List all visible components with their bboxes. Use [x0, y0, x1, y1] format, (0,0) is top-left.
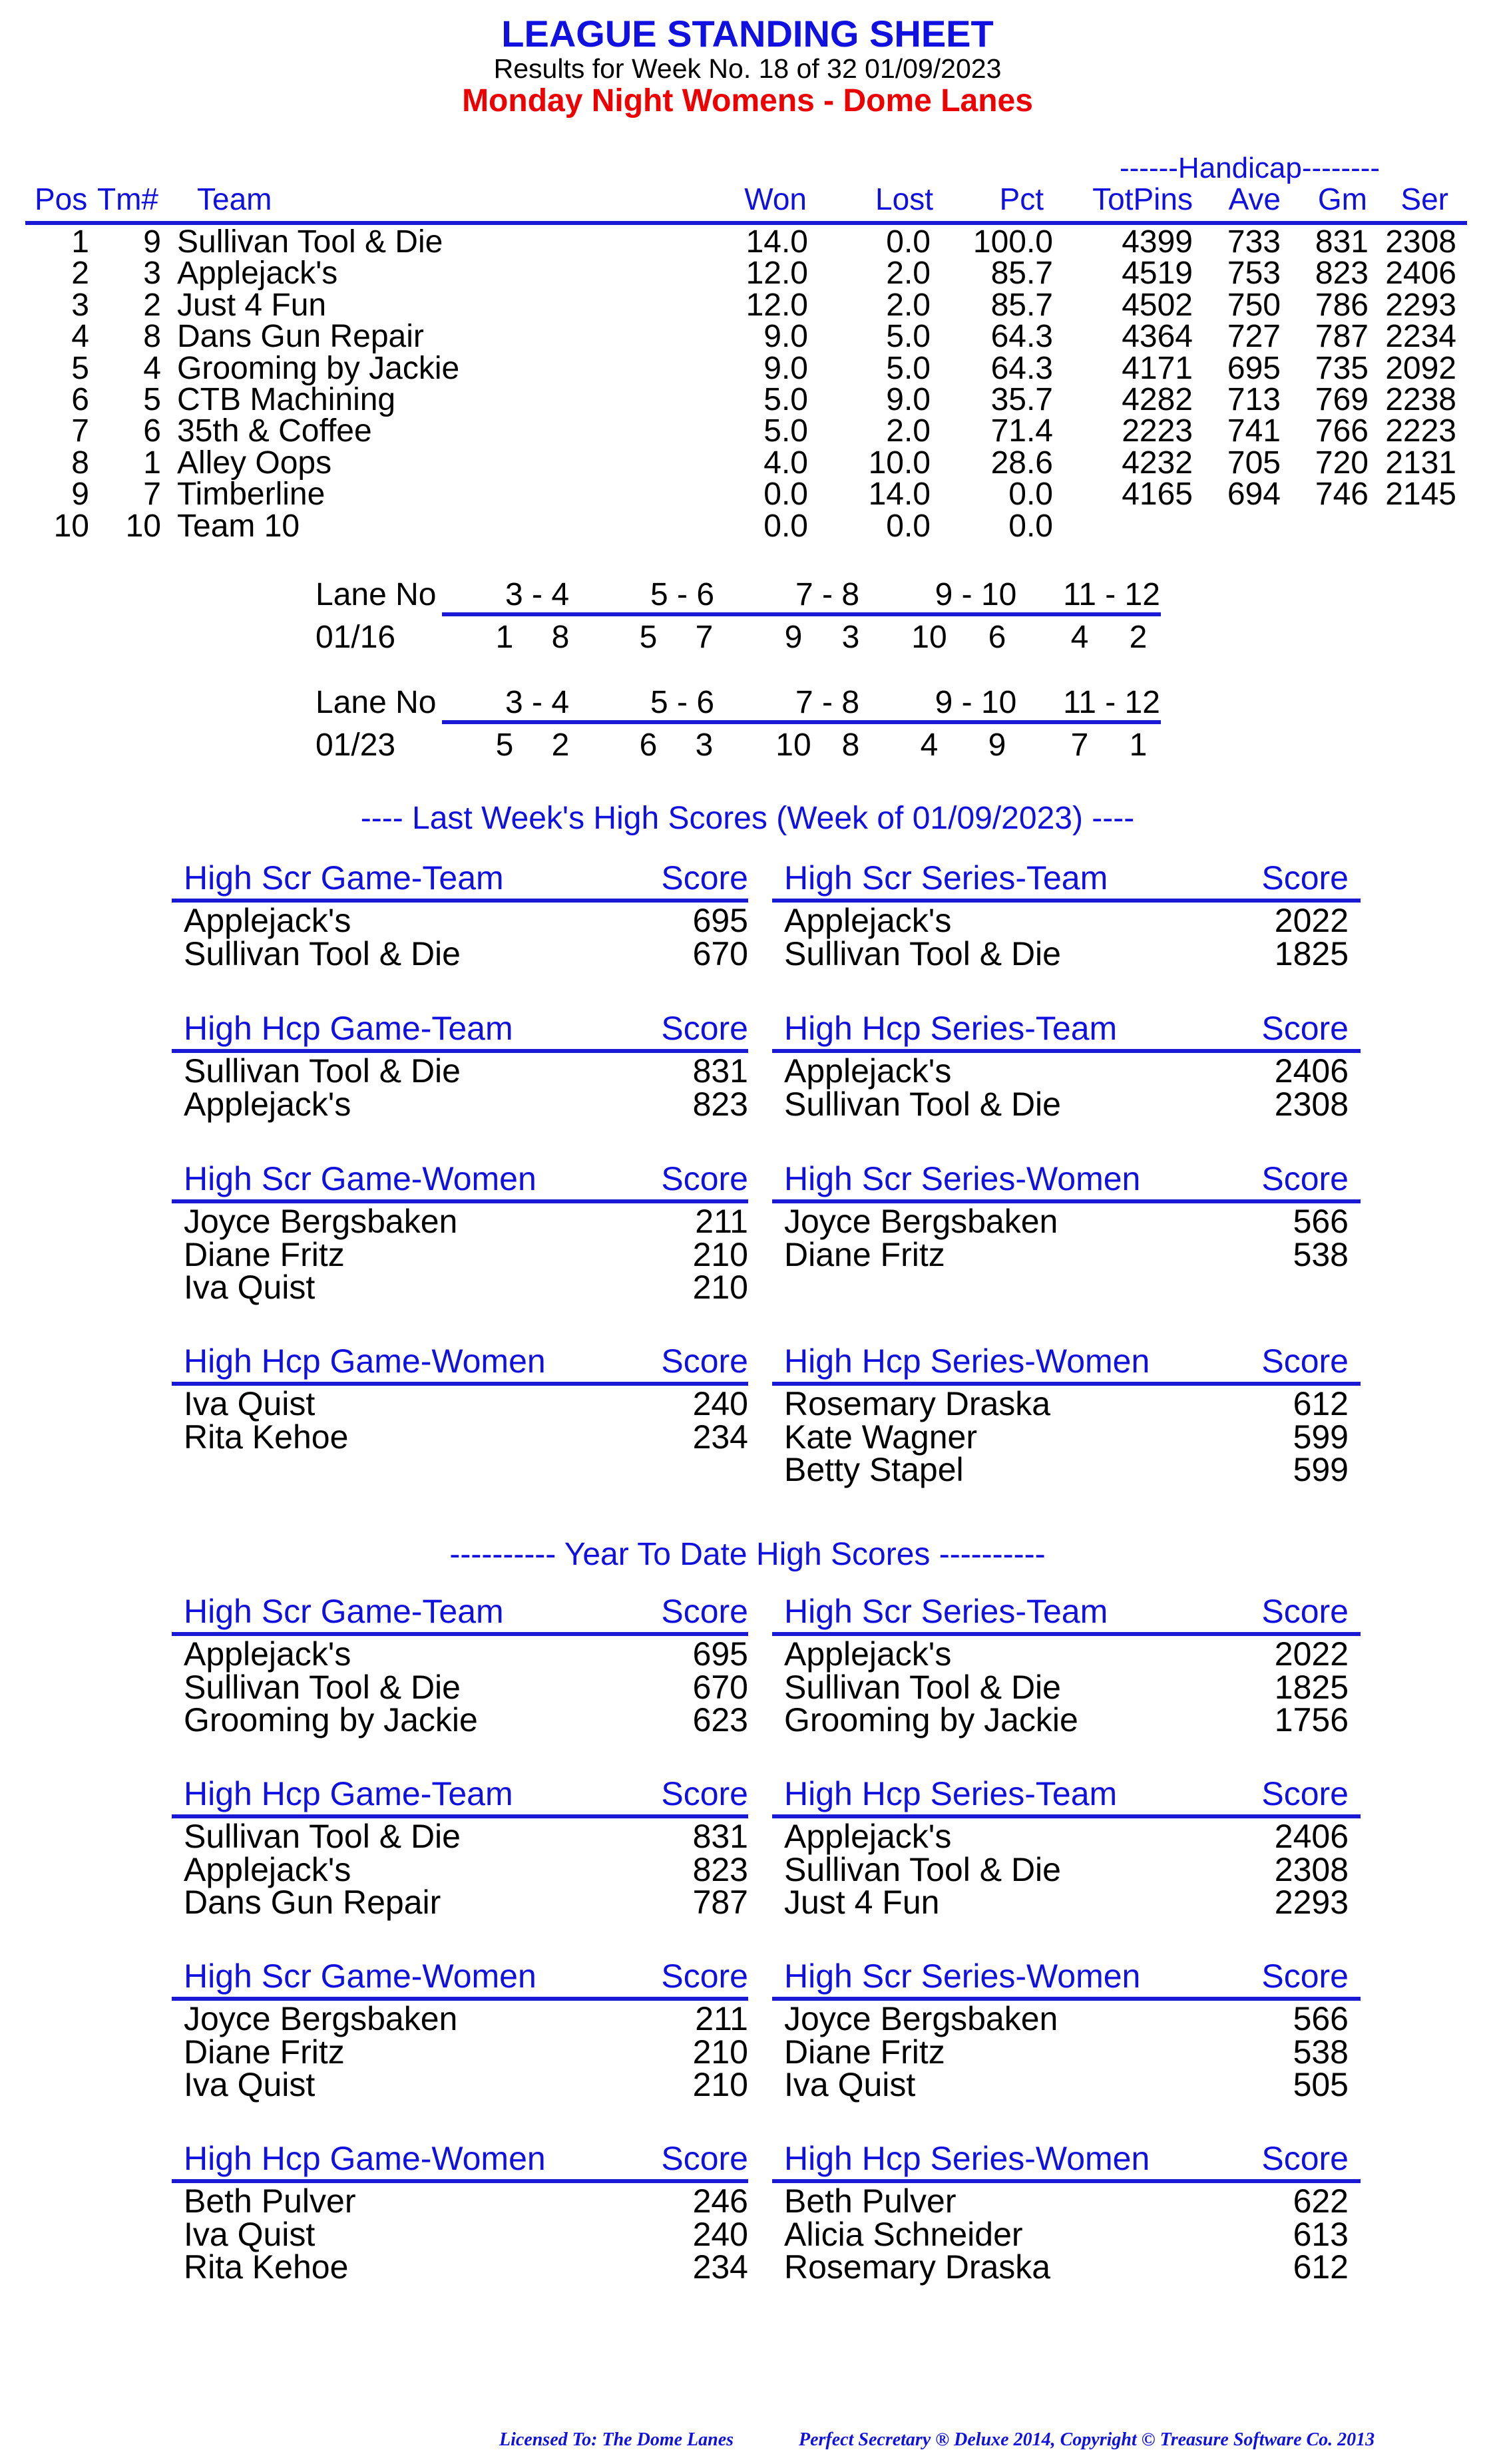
table-cell: 4165	[1122, 477, 1193, 513]
table-cell: 2308	[1385, 224, 1456, 260]
lane-team: 7	[1070, 727, 1089, 763]
score-entry-name: Sullivan Tool & Die	[784, 1850, 1061, 1888]
table-cell: Grooming by Jackie	[177, 350, 460, 386]
lane-team: 1	[1129, 727, 1148, 763]
table-cell: 2	[71, 256, 89, 292]
score-entry-name: Joyce Bergsbaken	[784, 1203, 1058, 1240]
software-credit: Perfect Secretary ® Deluxe 2014, Copyright © Treasure Software Co. 2013	[799, 2429, 1375, 2450]
column-header-pct: Pct	[999, 182, 1044, 216]
score-entry-value: 234	[692, 1418, 748, 1456]
score-entry-name: Sullivan Tool & Die	[784, 1085, 1061, 1123]
score-box-title: High Hcp Series-Team	[784, 1775, 1118, 1812]
score-entry-value: 240	[692, 2215, 748, 2253]
score-entry-name: Iva Quist	[184, 2215, 316, 2253]
score-entry-name: Diane Fritz	[184, 2033, 345, 2071]
table-cell: 9.0	[763, 350, 808, 386]
table-cell: 0.0	[1008, 508, 1053, 544]
table-cell: 10.0	[868, 445, 931, 481]
table-cell: Team 10	[177, 508, 300, 544]
table-cell: 12.0	[746, 287, 808, 323]
score-entry-value: 2308	[1274, 1850, 1349, 1888]
table-cell: 35.7	[990, 382, 1053, 417]
score-box-score-label: Score	[661, 1775, 748, 1812]
column-header-totpins: TotPins	[1092, 182, 1193, 216]
table-cell: CTB Machining	[177, 382, 396, 417]
table-cell: Sullivan Tool & Die	[177, 224, 443, 260]
lane-team: 10	[775, 727, 811, 763]
score-entry-name: Grooming by Jackie	[784, 1701, 1078, 1739]
table-cell: 10	[125, 508, 161, 544]
table-cell: 746	[1315, 477, 1369, 513]
score-entry-name: Just 4 Fun	[784, 1884, 940, 1921]
table-cell: 0.0	[886, 508, 931, 544]
table-cell: 4.0	[763, 445, 808, 481]
score-entry-name: Sullivan Tool & Die	[184, 1818, 461, 1855]
table-cell: 2223	[1385, 413, 1456, 449]
score-box-score-label: Score	[1261, 2140, 1349, 2177]
week-subtitle: Results for Week No. 18 of 32 01/09/2023	[493, 53, 1002, 84]
table-cell: 4171	[1122, 350, 1193, 386]
score-entry-name: Joyce Bergsbaken	[184, 1203, 458, 1240]
table-cell: 10	[53, 508, 89, 544]
table-cell: Just 4 Fun	[177, 287, 327, 323]
table-cell: 2145	[1385, 477, 1456, 513]
score-entry-value: 613	[1293, 2215, 1349, 2253]
score-box-score-label: Score	[1261, 1957, 1349, 1995]
score-box-title: High Hcp Series-Women	[784, 1342, 1150, 1380]
table-cell: 4	[71, 319, 89, 355]
score-entry-value: 210	[692, 2066, 748, 2103]
score-entry-value: 2293	[1274, 1884, 1349, 1921]
score-entry-value: 2022	[1274, 1635, 1349, 1673]
table-cell: 2.0	[886, 287, 931, 323]
score-box-title: High Hcp Game-Women	[184, 2140, 546, 2177]
score-entry-name: Diane Fritz	[784, 1235, 945, 1273]
score-entry-value: 623	[692, 1701, 748, 1739]
handicap-label: ------Handicap--------	[1120, 152, 1381, 184]
score-entry-name: Rita Kehoe	[184, 1418, 349, 1456]
score-box-score-label: Score	[1261, 1010, 1349, 1047]
score-entry-name: Sullivan Tool & Die	[184, 1668, 461, 1706]
score-entry-value: 823	[692, 1085, 748, 1123]
score-box-title: High Scr Series-Women	[784, 1957, 1141, 1995]
lane-team: 9	[988, 727, 1006, 763]
lane-pair: 11 - 12	[1063, 685, 1160, 720]
table-cell: 0.0	[886, 224, 931, 260]
score-entry-value: 695	[692, 1635, 748, 1673]
table-cell: 1	[143, 445, 161, 481]
page-title: LEAGUE STANDING SHEET	[501, 13, 994, 55]
score-entry-name: Applejack's	[184, 902, 351, 939]
lane-team: 5	[495, 727, 514, 763]
score-entry-value: 210	[692, 2033, 748, 2071]
lane-pair: 5 - 6	[650, 577, 715, 612]
table-cell: 741	[1227, 413, 1281, 449]
column-header-ave: Ave	[1228, 182, 1281, 216]
score-entry-value: 538	[1293, 1235, 1349, 1273]
table-cell: 2293	[1385, 287, 1456, 323]
table-cell: 750	[1227, 287, 1281, 323]
score-entry-value: 831	[692, 1052, 748, 1090]
score-box-score-label: Score	[661, 1160, 748, 1197]
table-cell: 9	[71, 477, 89, 513]
table-cell: 769	[1315, 382, 1369, 417]
score-entry-value: 505	[1293, 2066, 1349, 2103]
ytd-heading: ---------- Year To Date High Scores ----------	[449, 1537, 1046, 1572]
lane-team: 4	[1070, 620, 1089, 655]
score-entry-value: 210	[692, 1269, 748, 1306]
table-cell: 4232	[1122, 445, 1193, 481]
column-header-team: Team	[197, 182, 272, 216]
table-cell: 713	[1227, 382, 1281, 417]
score-box-score-label: Score	[661, 1342, 748, 1380]
score-entry-name: Joyce Bergsbaken	[184, 2000, 458, 2037]
score-entry-value: 823	[692, 1850, 748, 1888]
table-cell: 733	[1227, 224, 1281, 260]
score-entry-value: 599	[1293, 1418, 1349, 1456]
table-cell: Timberline	[177, 477, 325, 513]
table-cell: 705	[1227, 445, 1281, 481]
score-entry-value: 1756	[1274, 1701, 1349, 1739]
table-cell: 4	[143, 350, 161, 386]
score-entry-name: Sullivan Tool & Die	[184, 1052, 461, 1090]
last-week-heading: ---- Last Week's High Scores (Week of 01/09/2023) ----	[360, 801, 1135, 836]
lane-team: 8	[841, 727, 860, 763]
table-cell: 4364	[1122, 319, 1193, 355]
table-cell: Dans Gun Repair	[177, 319, 424, 355]
score-entry-name: Iva Quist	[184, 1269, 316, 1306]
score-entry-name: Sullivan Tool & Die	[784, 1668, 1061, 1706]
table-cell: 28.6	[990, 445, 1053, 481]
table-cell: 695	[1227, 350, 1281, 386]
table-cell: 831	[1315, 224, 1369, 260]
table-cell: 5	[143, 382, 161, 417]
column-header-ser: Ser	[1400, 182, 1448, 216]
table-cell: 5.0	[886, 319, 931, 355]
score-box-title: High Scr Game-Women	[184, 1160, 536, 1197]
lane-team: 3	[695, 727, 714, 763]
table-cell: 720	[1315, 445, 1369, 481]
score-entry-name: Joyce Bergsbaken	[784, 2000, 1058, 2037]
score-entry-value: 612	[1293, 1385, 1349, 1422]
league-name: Monday Night Womens - Dome Lanes	[462, 83, 1033, 118]
table-cell: 5.0	[886, 350, 931, 386]
table-cell: 7	[71, 413, 89, 449]
lane-team: 2	[551, 727, 570, 763]
score-entry-value: 599	[1293, 1451, 1349, 1488]
lane-pair: 3 - 4	[505, 577, 570, 612]
table-cell: 766	[1315, 413, 1369, 449]
score-box-score-label: Score	[1261, 1593, 1349, 1630]
table-cell: 1	[71, 224, 89, 260]
score-entry-name: Alicia Schneider	[784, 2215, 1023, 2253]
score-entry-name: Beth Pulver	[784, 2182, 957, 2220]
lane-label: Lane No	[316, 577, 437, 612]
score-box-title: High Scr Series-Women	[784, 1160, 1141, 1197]
score-entry-value: 2022	[1274, 902, 1349, 939]
lane-pair: 7 - 8	[795, 685, 860, 720]
table-cell: 4399	[1122, 224, 1193, 260]
table-cell: 8	[71, 445, 89, 481]
column-header-tm: Tm#	[97, 182, 158, 216]
score-box-title: High Hcp Game-Women	[184, 1342, 546, 1380]
score-entry-value: 538	[1293, 2033, 1349, 2071]
table-cell: 3	[143, 256, 161, 292]
table-cell: 2	[143, 287, 161, 323]
score-entry-name: Rosemary Draska	[784, 1385, 1051, 1422]
score-entry-name: Beth Pulver	[184, 2182, 356, 2220]
table-cell: 2238	[1385, 382, 1456, 417]
score-entry-name: Rita Kehoe	[184, 2248, 349, 2286]
table-cell: 2223	[1122, 413, 1193, 449]
table-cell: 2406	[1385, 256, 1456, 292]
score-entry-value: 566	[1293, 2000, 1349, 2037]
score-entry-value: 1825	[1274, 1668, 1349, 1706]
table-cell: 6	[143, 413, 161, 449]
score-box-title: High Hcp Series-Women	[784, 2140, 1150, 2177]
score-entry-name: Sullivan Tool & Die	[184, 934, 461, 972]
table-cell: 64.3	[990, 350, 1053, 386]
lane-divider	[442, 720, 1161, 724]
score-box-title: High Hcp Game-Team	[184, 1775, 513, 1812]
score-entry-value: 695	[692, 902, 748, 939]
score-entry-name: Kate Wagner	[784, 1418, 977, 1456]
score-entry-name: Betty Stapel	[784, 1451, 964, 1488]
table-cell: 694	[1227, 477, 1281, 513]
score-box-title: High Scr Series-Team	[784, 1593, 1108, 1630]
lane-team: 4	[920, 727, 939, 763]
table-cell: 2131	[1385, 445, 1456, 481]
lane-date: 01/23	[316, 727, 396, 763]
table-cell: 8	[143, 319, 161, 355]
score-entry-value: 211	[695, 1203, 748, 1240]
score-entry-value: 2406	[1274, 1052, 1349, 1090]
score-entry-name: Applejack's	[784, 1818, 952, 1855]
table-cell: 727	[1227, 319, 1281, 355]
table-cell: 12.0	[746, 256, 808, 292]
table-cell: 64.3	[990, 319, 1053, 355]
lane-date: 01/16	[316, 620, 396, 655]
table-cell: 4282	[1122, 382, 1193, 417]
table-cell: 0.0	[763, 477, 808, 513]
lane-pair: 9 - 10	[935, 577, 1017, 612]
score-entry-value: 240	[692, 1385, 748, 1422]
score-entry-value: 670	[692, 1668, 748, 1706]
table-cell: 2234	[1385, 319, 1456, 355]
score-box-title: High Scr Game-Women	[184, 1957, 536, 1995]
score-entry-name: Iva Quist	[784, 2066, 916, 2103]
score-entry-name: Iva Quist	[184, 1385, 316, 1422]
table-cell: 71.4	[990, 413, 1053, 449]
table-cell: 85.7	[990, 287, 1053, 323]
lane-team: 9	[784, 620, 803, 655]
lane-pair: 5 - 6	[650, 685, 715, 720]
lane-team: 3	[841, 620, 860, 655]
score-entry-name: Applejack's	[784, 902, 952, 939]
score-entry-value: 246	[692, 2182, 748, 2220]
score-entry-name: Applejack's	[184, 1850, 351, 1888]
score-entry-value: 612	[1293, 2248, 1349, 2286]
table-cell: 9	[143, 224, 161, 260]
table-cell: 2.0	[886, 256, 931, 292]
table-cell: 9.0	[763, 319, 808, 355]
score-entry-value: 2308	[1274, 1085, 1349, 1123]
table-cell: 35th & Coffee	[177, 413, 372, 449]
lane-team: 8	[551, 620, 570, 655]
score-box-score-label: Score	[1261, 1342, 1349, 1380]
table-cell: 753	[1227, 256, 1281, 292]
lane-team: 7	[695, 620, 714, 655]
table-cell: 3	[71, 287, 89, 323]
score-entry-value: 234	[692, 2248, 748, 2286]
lane-team: 6	[988, 620, 1006, 655]
lane-team: 2	[1129, 620, 1148, 655]
table-cell: 5.0	[763, 382, 808, 417]
lane-pair: 11 - 12	[1063, 577, 1160, 612]
lane-pair: 7 - 8	[795, 577, 860, 612]
score-box-title: High Scr Game-Team	[184, 859, 504, 897]
table-cell: Alley Oops	[177, 445, 332, 481]
table-cell: 14.0	[868, 477, 931, 513]
score-box-score-label: Score	[1261, 859, 1349, 897]
column-header-pos: Pos	[35, 182, 88, 216]
license-text: Licensed To: The Dome Lanes	[499, 2429, 734, 2450]
score-entry-name: Iva Quist	[184, 2066, 316, 2103]
table-cell: 2.0	[886, 413, 931, 449]
score-entry-value: 670	[692, 934, 748, 972]
column-header-lost: Lost	[875, 182, 933, 216]
lane-team: 6	[639, 727, 658, 763]
table-cell: 2092	[1385, 350, 1456, 386]
table-cell: 5.0	[763, 413, 808, 449]
score-entry-value: 210	[692, 1235, 748, 1273]
score-box-score-label: Score	[661, 1010, 748, 1047]
score-entry-name: Applejack's	[784, 1052, 952, 1090]
table-cell: 0.0	[763, 508, 808, 544]
table-cell: 14.0	[746, 224, 808, 260]
score-box-title: High Scr Game-Team	[184, 1593, 504, 1630]
score-box-score-label: Score	[661, 2140, 748, 2177]
lane-label: Lane No	[316, 685, 437, 720]
score-box-title: High Scr Series-Team	[784, 859, 1108, 897]
score-box-title: High Hcp Series-Team	[784, 1010, 1118, 1047]
score-box-score-label: Score	[661, 1957, 748, 1995]
table-cell: 85.7	[990, 256, 1053, 292]
score-entry-name: Dans Gun Repair	[184, 1884, 441, 1921]
table-cell: 735	[1315, 350, 1369, 386]
score-entry-name: Applejack's	[784, 1635, 952, 1673]
table-cell: 5	[71, 350, 89, 386]
score-entry-value: 211	[695, 2000, 748, 2037]
score-box-score-label: Score	[1261, 1775, 1349, 1812]
table-cell: 4502	[1122, 287, 1193, 323]
score-box-score-label: Score	[661, 1593, 748, 1630]
table-cell: 787	[1315, 319, 1369, 355]
table-cell: 823	[1315, 256, 1369, 292]
score-entry-name: Sullivan Tool & Die	[784, 934, 1061, 972]
lane-pair: 3 - 4	[505, 685, 570, 720]
table-cell: 7	[143, 477, 161, 513]
lane-divider	[442, 612, 1161, 616]
score-entry-value: 831	[692, 1818, 748, 1855]
score-entry-name: Diane Fritz	[784, 2033, 945, 2071]
score-entry-value: 2406	[1274, 1818, 1349, 1855]
table-cell: 786	[1315, 287, 1369, 323]
table-cell: 9.0	[886, 382, 931, 417]
table-cell: 4519	[1122, 256, 1193, 292]
lane-pair: 9 - 10	[935, 685, 1017, 720]
table-cell: 0.0	[1008, 477, 1053, 513]
score-entry-value: 1825	[1274, 934, 1349, 972]
table-cell: Applejack's	[177, 256, 338, 292]
column-header-gm: Gm	[1317, 182, 1367, 216]
table-cell: 100.0	[972, 224, 1053, 260]
score-entry-name: Diane Fritz	[184, 1235, 345, 1273]
lane-team: 1	[495, 620, 514, 655]
score-entry-name: Rosemary Draska	[784, 2248, 1051, 2286]
score-entry-name: Applejack's	[184, 1635, 351, 1673]
score-box-title: High Hcp Game-Team	[184, 1010, 513, 1047]
score-entry-value: 566	[1293, 1203, 1349, 1240]
score-entry-name: Applejack's	[184, 1085, 351, 1123]
lane-team: 10	[911, 620, 947, 655]
score-entry-value: 622	[1293, 2182, 1349, 2220]
score-entry-value: 787	[692, 1884, 748, 1921]
lane-team: 5	[639, 620, 658, 655]
score-box-score-label: Score	[1261, 1160, 1349, 1197]
column-header-won: Won	[744, 182, 807, 216]
score-box-score-label: Score	[661, 859, 748, 897]
table-cell: 6	[71, 382, 89, 417]
score-entry-name: Grooming by Jackie	[184, 1701, 478, 1739]
